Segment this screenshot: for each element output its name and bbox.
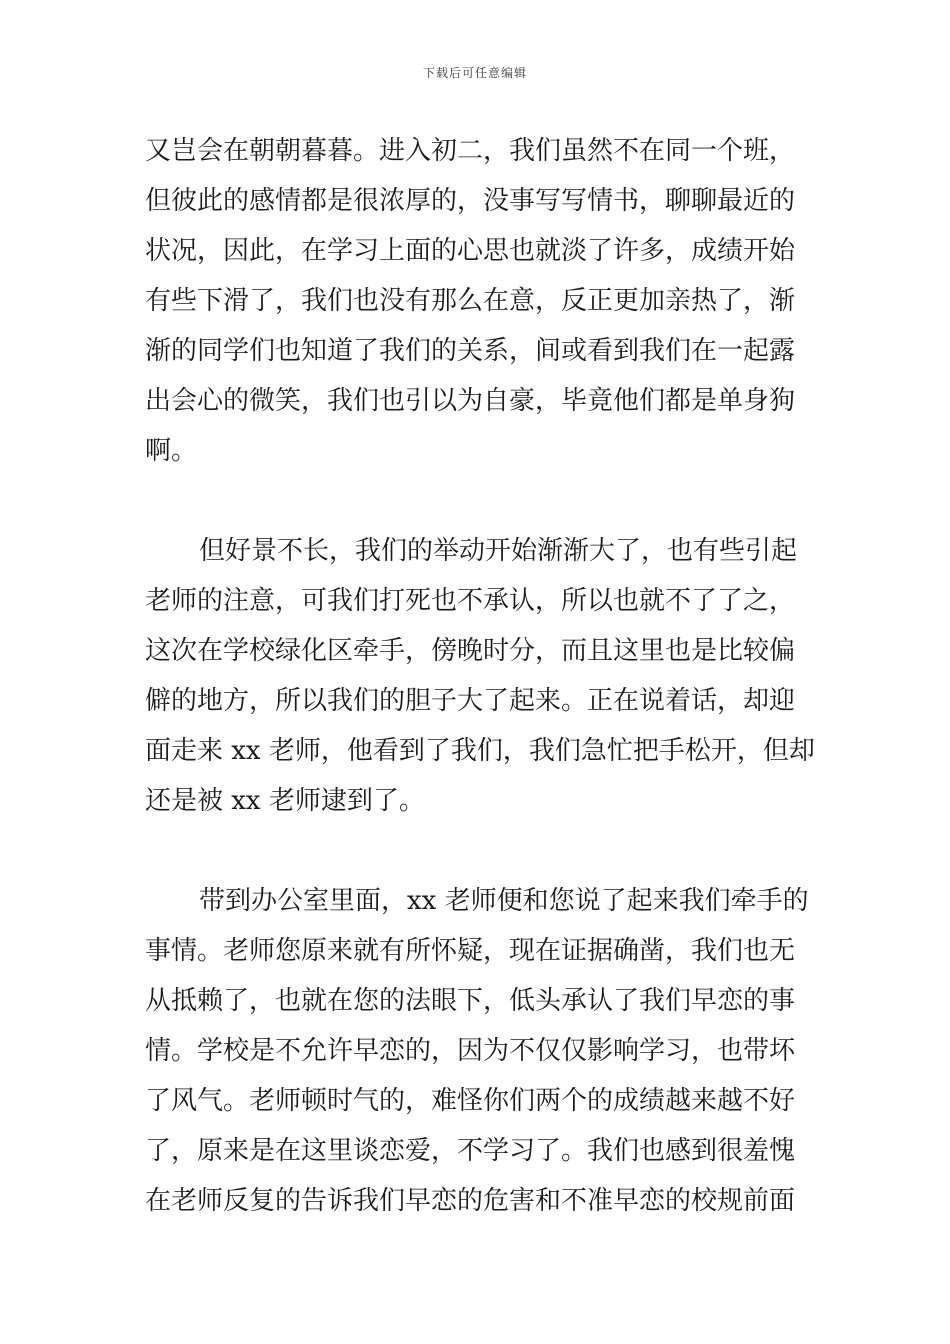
- text-line: 带到办公室里面，xx 老师便和您说了起来我们牵手的: [199, 886, 809, 916]
- paragraph-3: [145, 876, 810, 1226]
- text-line: 了风气。老师顿时气的，难怪你们两个的成绩越来越不好: [145, 1086, 796, 1116]
- text-line: 从抵赖了，也就在您的法眼下，低头承认了我们早恋的事: [145, 986, 796, 1016]
- text-line: 出会心的微笑，我们也引以为自豪，毕竟他们都是单身狗: [145, 386, 796, 416]
- text-line: 这次在学校绿化区牵手，傍晚时分，而且这里也是比较偏: [145, 636, 796, 666]
- text-line: 事情。老师您原来就有所怀疑，现在证据确凿，我们也无: [145, 936, 796, 966]
- text-line: 在老师反复的告诉我们早恋的危害和不准早恋的校规前面: [145, 1186, 796, 1216]
- paragraph-gap: [145, 826, 810, 876]
- text-line: 了，原来是在这里谈恋爱，不学习了。我们也感到很羞愧: [145, 1136, 796, 1166]
- text-line: 有些下滑了，我们也没有那么在意，反正更加亲热了，渐: [145, 286, 796, 316]
- paragraph-1: [145, 126, 810, 476]
- paragraph-gap: [145, 476, 810, 526]
- text-line: 僻的地方，所以我们的胆子大了起来。正在说着话，却迎: [145, 686, 796, 716]
- text-line: 又岂会在朝朝暮暮。进入初二，我们虽然不在同一个班，: [145, 136, 796, 166]
- text-line: 还是被 xx 老师逮到了。: [145, 786, 425, 816]
- document-body: [145, 126, 815, 1226]
- text-line: 但好景不长，我们的举动开始渐渐大了，也有些引起: [199, 536, 798, 566]
- text-line: 情。学校是不允许早恋的，因为不仅仅影响学习，也带坏: [145, 1036, 796, 1066]
- text-line: 面走来 xx 老师，他看到了我们，我们急忙把手松开，但却: [145, 736, 815, 766]
- page-header: 下载后可任意编辑: [422, 66, 527, 80]
- paragraph-2: [145, 526, 815, 826]
- text-line: 但彼此的感情都是很浓厚的，没事写写情书，聊聊最近的: [145, 186, 796, 216]
- text-line: 渐的同学们也知道了我们的关系，间或看到我们在一起露: [145, 336, 796, 366]
- text-line: 老师的注意，可我们打死也不承认，所以也就不了了之，: [145, 586, 796, 616]
- text-line: 状况，因此，在学习上面的心思也就淡了许多，成绩开始: [145, 236, 796, 266]
- text-line: 啊。: [145, 436, 198, 466]
